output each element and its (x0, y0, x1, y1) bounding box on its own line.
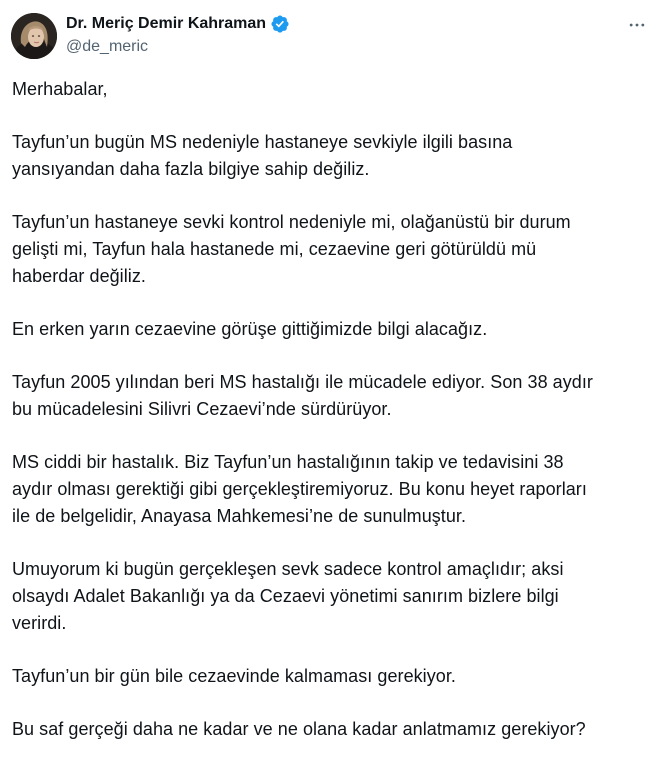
author-display-name[interactable]: Dr. Meriç Demir Kahraman (66, 15, 267, 32)
tweet-paragraph: En erken yarın cezaevine görüşe gittiğimizde bilgi alacağız. (12, 319, 488, 339)
tweet-text (12, 76, 652, 769)
author-name-row (66, 13, 290, 35)
tweet-paragraph: Bu saf gerçeği daha ne kadar ve ne olana kadar anlatmamız gerekiyor? (12, 719, 586, 739)
tweet-header (0, 0, 662, 66)
tweet-paragraph: MS ciddi bir hastalık. Biz Tayfun’un hastalığının takip ve tedavisini 38 aydır olması gerektiği gibi gerçekleştiremiyoruz. Bu konu heyet raporları ile de belgelidir, Anayasa Mahkemesi’ne de sunulmuştur. (12, 452, 587, 526)
author-handle[interactable]: @de_meric (66, 38, 149, 55)
tweet-paragraph: Umuyorum ki bugün gerçekleşen sevk sadece kontrol amaçlıdır; aksi olsaydı Adalet Bakanlığı ya da Cezaevi yönetimi sanırım bizlere bilgi verirdi. (12, 559, 564, 633)
tweet-paragraph: Merhabalar, (12, 79, 108, 99)
more-horizontal-icon (627, 15, 647, 35)
avatar[interactable] (11, 13, 57, 59)
profile-photo (11, 13, 57, 59)
tweet-paragraph: Tayfun’un bir gün bile cezaevinde kalmaması gerekiyor. (12, 666, 456, 686)
more-options-button[interactable] (624, 12, 650, 38)
tweet-paragraph: Tayfun 2005 yılından beri MS hastalığı ile mücadele ediyor. Son 38 aydır bu mücadelesini Silivri Cezaevi’nde sürdürüyor. (12, 372, 593, 419)
verified-badge-icon[interactable] (270, 14, 290, 34)
tweet-paragraph: Tayfun’un bugün MS nedeniyle hastaneye sevkiyle ilgili basına yansıyandan daha fazla bilgiye sahip değiliz. (12, 132, 513, 179)
tweet-paragraph: Tayfun’un hastaneye sevki kontrol nedeniyle mi, olağanüstü bir durum gelişti mi, Tayfun hala hastanede mi, cezaevine geri götürüldü mü haberdar değiliz. (12, 212, 571, 286)
